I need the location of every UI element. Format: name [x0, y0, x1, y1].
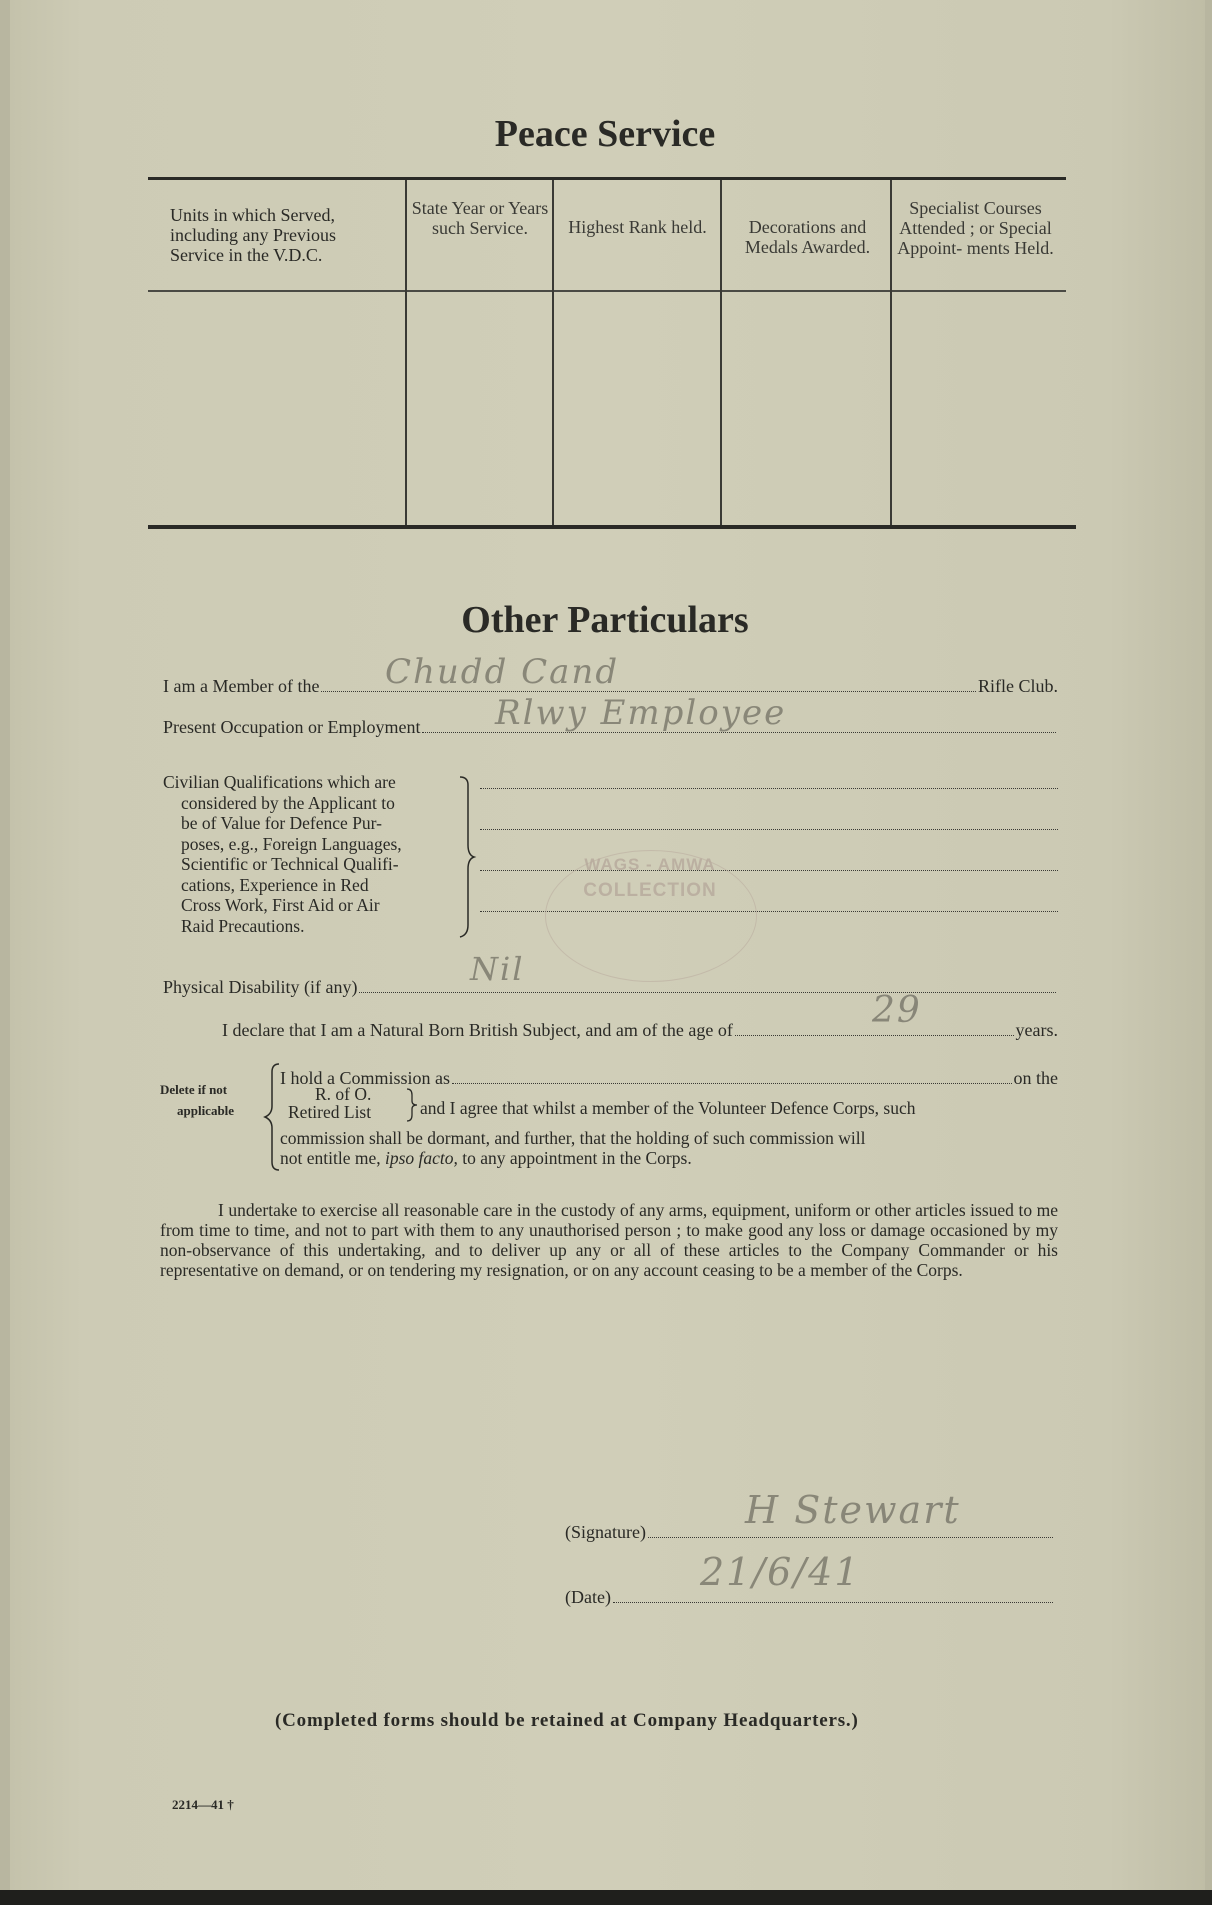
undertaking-paragraph: I undertake to exercise all reasonable care in the custody of any arms, equipment, uniform or other articles issued to me from time to time, and not to part with them to any unauthorised person ; to make good any loss or damage occasioned by my non-observance of this undertaking, and to deliver up any or all of these articles to the Company Commander or his representative on demand, or on tendering my resignation, or on any account ceasing to be a member of the Corps. [160, 1200, 1058, 1280]
rifle-club-handwriting: Chudd Cand [385, 652, 620, 692]
ro-label: R. of O. [315, 1084, 372, 1104]
col-divider-4 [890, 180, 892, 525]
disability-label: Physical Disability (if any) [163, 977, 358, 997]
delete-note-2: applicable [177, 1103, 235, 1118]
age-handwriting: 29 [872, 990, 922, 1031]
disability-handwriting: Nil [470, 950, 525, 988]
member-suffix: Rifle Club. [978, 676, 1058, 696]
occupation-handwriting: Rlwy Employee [495, 693, 787, 733]
col-divider-1 [405, 180, 407, 525]
table-bottom-rule [148, 525, 1076, 529]
footer-note: (Completed forms should be retained at Company Headquarters.) [275, 1710, 859, 1731]
qualifications-line-2 [480, 829, 1058, 830]
table-top-rule [148, 177, 1066, 180]
print-code: 2214—41 † [172, 1797, 234, 1812]
watermark-text-2: COLLECTION [583, 880, 717, 901]
commission-line-1: I hold a Commission as [280, 1068, 450, 1088]
commission-line-3: commission shall be dormant, and further, that the holding of such commission will [280, 1128, 866, 1148]
civilian-qualifications-label: Civilian Qualifications which are considered by the Applicant to be of Value for Defence Pur- poses, e.g., Foreign Languages, Scientific or Technical Qualifi- cations, Experience in Red Cross Work, First Aid or Air Raid Precautions. [163, 772, 402, 936]
col-header-rank: Highest Rank held. [568, 217, 707, 237]
signature-handwriting: H Stewart [745, 1488, 961, 1532]
commission-left-brace [262, 1062, 282, 1172]
col-header-units: Units in which Served, including any Previous Service in the V.D.C. [170, 205, 336, 265]
col-header-years: State Year or Years such Service. [411, 198, 549, 238]
other-particulars-title: Other Particulars [461, 599, 749, 641]
age-declaration-row [222, 1020, 1058, 1041]
table-header-rule [148, 290, 1066, 292]
col-header-decorations: Decorations and Medals Awarded. [744, 217, 871, 257]
date-handwriting: 21/6/41 [700, 1550, 861, 1594]
col-header-specialist: Specialist Courses Attended ; or Special Appoint- ments Held. [897, 198, 1054, 258]
commission-row [280, 1068, 1058, 1089]
signature-label: (Signature) [565, 1522, 646, 1542]
years-label: years. [1015, 1020, 1058, 1040]
peace-service-title: Peace Service [494, 113, 716, 155]
col-divider-2 [552, 180, 554, 525]
date-label: (Date) [565, 1587, 611, 1607]
occupation-label: Present Occupation or Employment [163, 717, 421, 737]
page-edge-shadow [0, 1890, 1212, 1905]
delete-note-1: Delete if not [160, 1082, 228, 1097]
qualifications-brace [458, 775, 478, 940]
commission-line-2: and I agree that whilst a member of the Volunteer Defence Corps, such [420, 1098, 916, 1118]
retired-list-label: Retired List [288, 1102, 372, 1122]
qualifications-line-1 [480, 788, 1058, 789]
disability-row [163, 977, 1058, 998]
member-prefix: I am a Member of the [163, 676, 320, 696]
ro-right-brace [405, 1087, 419, 1123]
commission-line-4: not entitle me, ipso facto, to any appointment in the Corps. [280, 1148, 692, 1168]
col-divider-3 [720, 180, 722, 525]
declaration-text: I declare that I am a Natural Born British Subject, and am of the age of [222, 1020, 733, 1040]
watermark-text-1: WAGS - AMWA [584, 855, 716, 874]
on-the-label: on the [1013, 1068, 1058, 1088]
